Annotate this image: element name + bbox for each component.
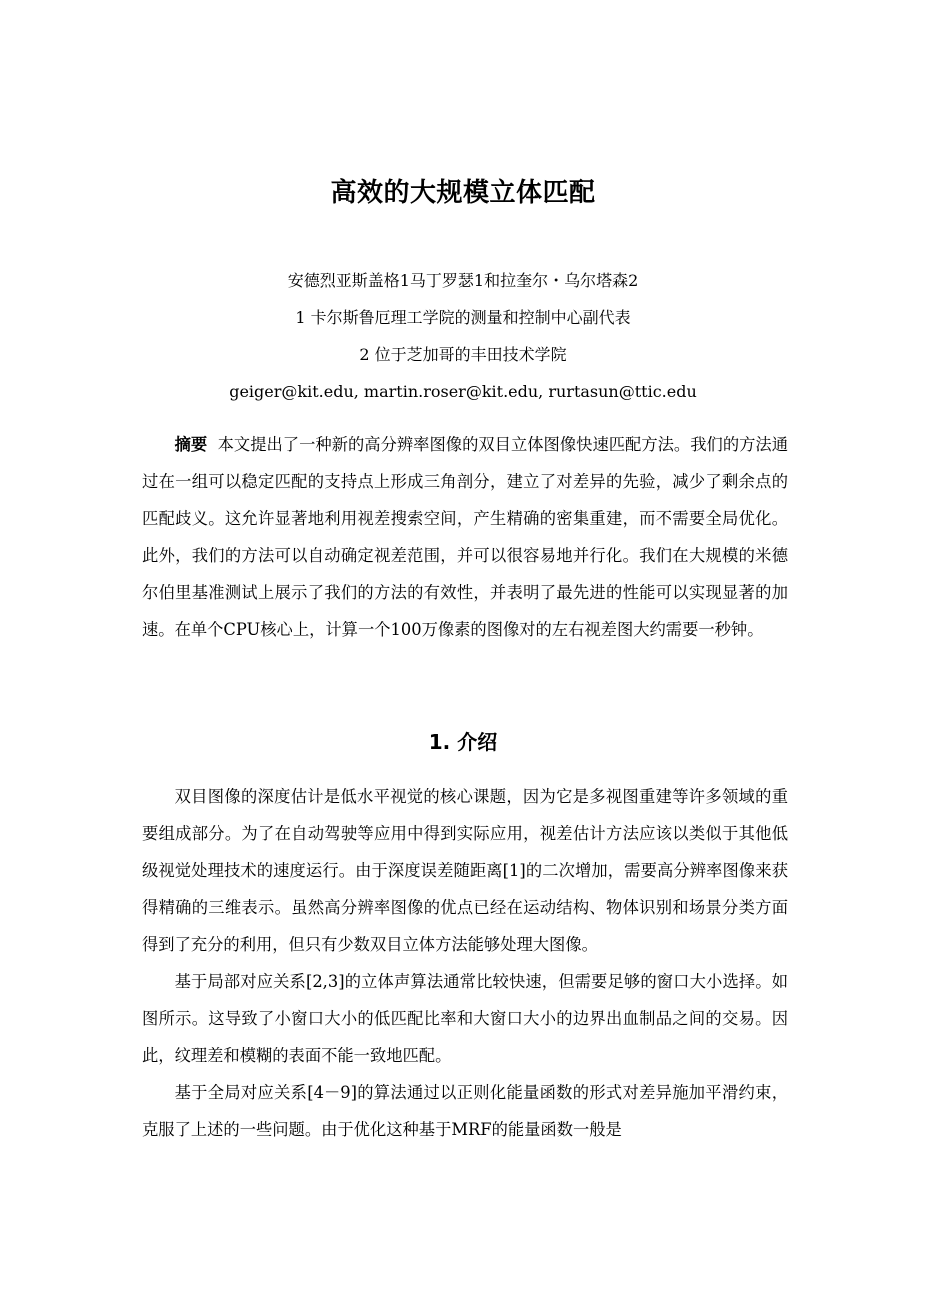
author-names: 安德烈亚斯盖格1马丁罗瑟1和拉奎尔・乌尔塔森2 bbox=[287, 271, 639, 290]
affiliation-2: 2 位于芝加哥的丰田技术学院 bbox=[359, 345, 567, 364]
section-heading-introduction: 1. 介绍 bbox=[428, 730, 498, 754]
abstract-label: 摘要 bbox=[174, 435, 208, 454]
abstract bbox=[142, 426, 788, 648]
paper-title: 高效的大规模立体匹配 bbox=[330, 178, 596, 208]
intro-paragraph-1: 双目图像的深度估计是低水平视觉的核心课题，因为它是多视图重建等许多领域的重要组成部分。为了在自动驾驶等应用中得到实际应用，视差估计方法应该以类似于其他低级视觉处理技术的速度运行。由于深度误差随距离[1]的二次增加，需要高分辨率图像来获得精确的三维表示。虽然高分辨率图像的优点已经在运动结构、物体识别和场景分类方面得到了充分的利用，但只有少数双目立体方法能够处理大图像。 bbox=[142, 787, 788, 954]
abstract-text: 本文提出了一种新的高分辨率图像的双目立体图像快速匹配方法。我们的方法通过在一组可以稳定匹配的支持点上形成三角剖分，建立了对差异的先验，减少了剩余点的匹配歧义。这允许显著地利用视差搜索空间，产生精确的密集重建，而不需要全局优化。此外，我们的方法可以自动确定视差范围，并可以很容易地并行化。我们在大规模的米德尔伯里基准测试上展示了我们的方法的有效性，并表明了最先进的性能可以实现显著的加速。在单个CPU核心上，计算一个100万像素的图像对的左右视差图大约需要一秒钟。 bbox=[142, 435, 788, 639]
author-emails: geiger@kit.edu, martin.roser@kit.edu, rurtasun@ttic.edu bbox=[229, 382, 697, 401]
intro-paragraph-2: 基于局部对应关系[2,3]的立体声算法通常比较快速，但需要足够的窗口大小选择。如图所示。这导致了小窗口大小的低匹配比率和大窗口大小的边界出血制品之间的交易。因此，纹理差和模糊的表面不能一致地匹配。 bbox=[142, 972, 788, 1065]
author-block bbox=[0, 262, 926, 410]
affiliation-1: 1 卡尔斯鲁厄理工学院的测量和控制中心副代表 bbox=[295, 308, 631, 327]
intro-paragraph-3: 基于全局对应关系[4－9]的算法通过以正则化能量函数的形式对差异施加平滑约束，克服了上述的一些问题。由于优化这种基于MRF的能量函数一般是 bbox=[142, 1083, 788, 1139]
introduction-body bbox=[142, 778, 788, 1148]
